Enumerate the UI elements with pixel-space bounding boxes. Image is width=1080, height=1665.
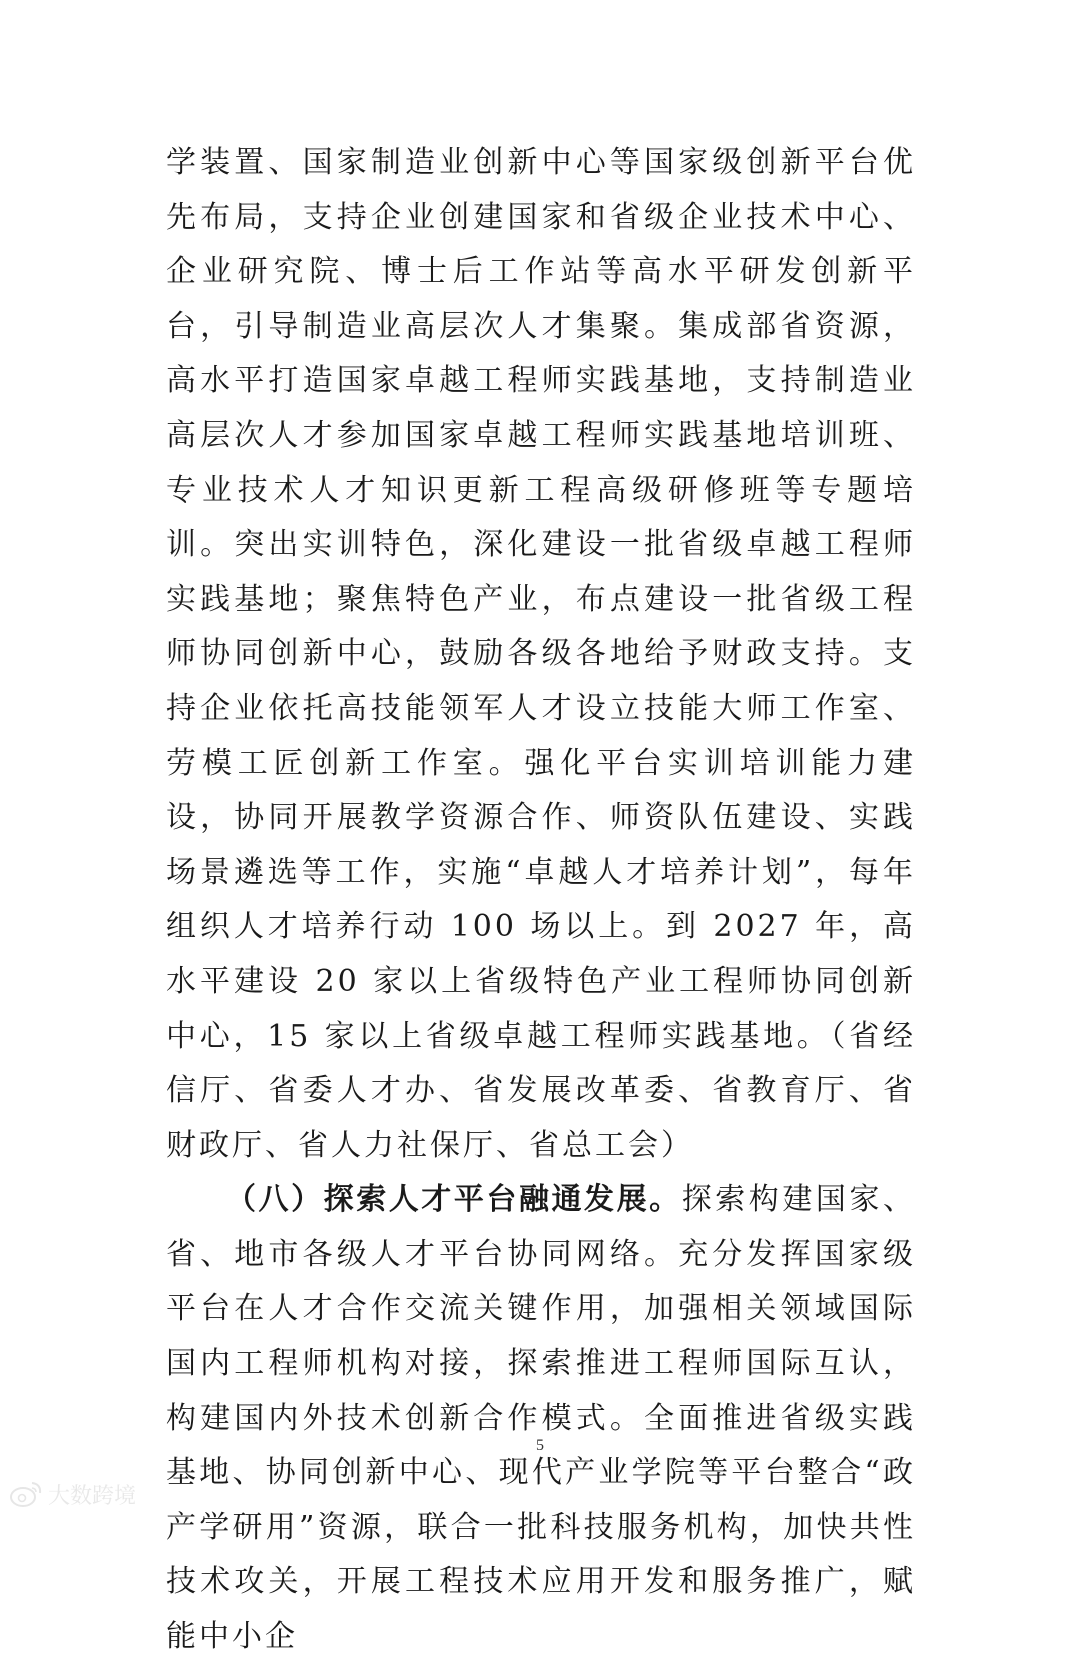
paragraph-continued: 学装置、国家制造业创新中心等国家级创新平台优先布局，支持企业创建国家和省级企业技术中心、企业研究院、博士后工作站等高水平研发创新平台，引导制造业高层次人才集聚。集成部省资源，高水平打造国家卓越工程师实践基地，支持制造业高层次人才参加国家卓越工程师实践基地培训班、专业技术人才知识更新工程高级研修班等专题培训。突出实训特色，深化建设一批省级卓越工程师实践基地；聚焦特色产业，布点建设一批省级工程师协同创新中心，鼓励各级各地给予财政支持。支持企业依托高技能领军人才设立技能大师工作室、劳模工匠创新工作室。强化平台实训培训能力建设，协同开展教学资源合作、师资队伍建设、实践场景遴选等工作，实施“卓越人才培养计划”，每年组织人才培养行动 100 场以上。到 2027 年，高水平建设 20 家以上省级特色产业工程师协同创新中心，15 家以上省级卓越工程师实践基地。（省经信厅、省委人才办、省发展改革委、省教育厅、省财政厅、省人力社保厅、省总工会）	[166, 145, 916, 1163]
page-number: 5	[536, 1437, 544, 1454]
watermark	[8, 1474, 136, 1514]
body-text	[166, 136, 916, 1665]
watermark-text: 大数跨境	[48, 1483, 137, 1509]
section-body: 探索构建国家、省、地市各级人才平台协同网络。充分发挥国家级平台在人才合作交流关键作用，加强相关领域国际国内工程师机构对接，探索推进工程师国际互认，构建国内外技术创新合作模式。全面推进省级实践基地、协同创新中心、现代产业学院等平台整合“政产学研用”资源，联合一批科技服务机构，加快共性技术攻关，开展工程技术应用开发和服务推广，赋能中小企	[166, 1182, 917, 1655]
paragraph-section-8	[166, 1173, 916, 1664]
weibo-logo-icon	[8, 1479, 44, 1509]
section-heading: （八）探索人才平台融通发展。	[226, 1182, 682, 1218]
